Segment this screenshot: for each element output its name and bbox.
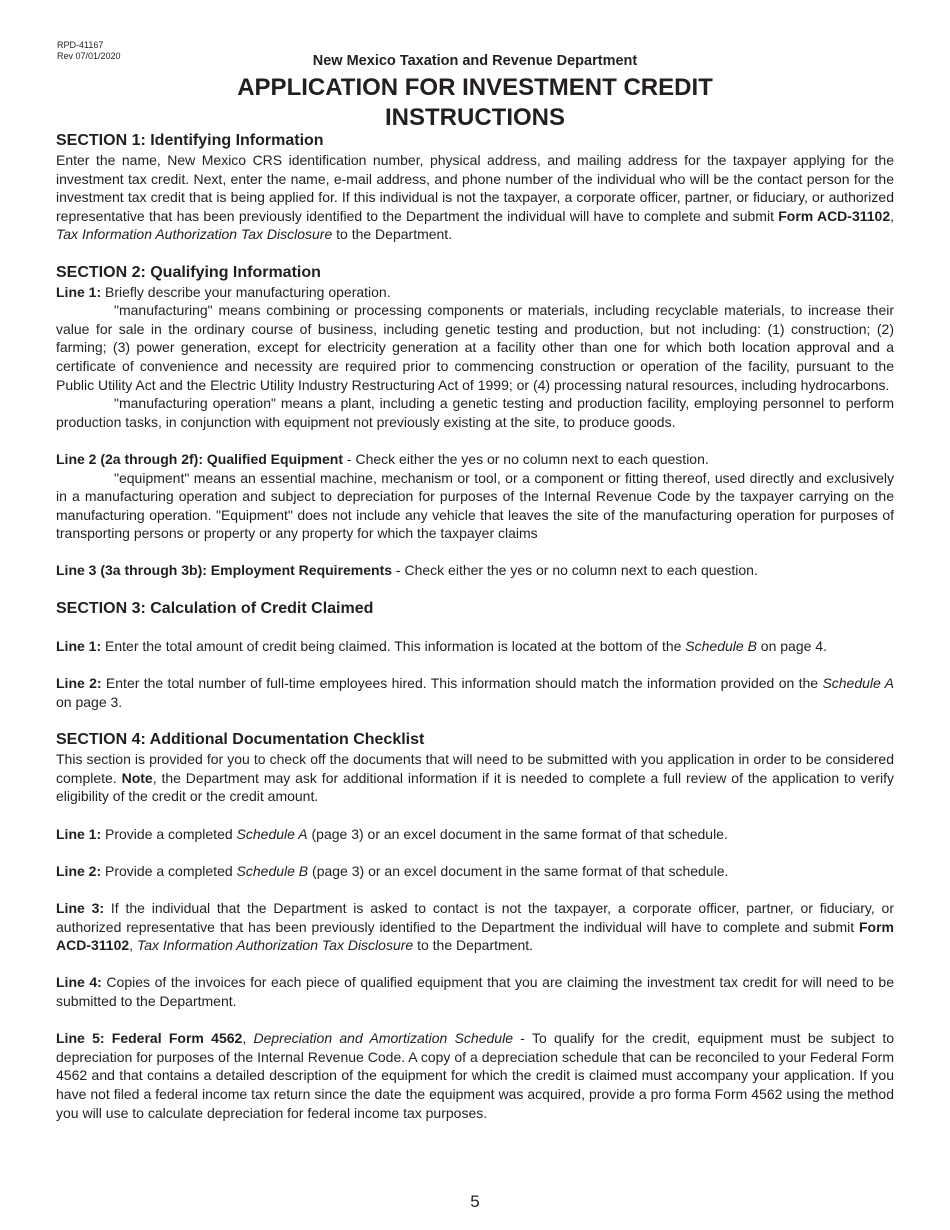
page-number: 5 — [470, 1192, 480, 1211]
instructions-body — [56, 131, 894, 1122]
section-4-line-1: Line 1: Provide a completed Schedule A (page 3) or an excel document in the same format of that schedule. — [56, 825, 728, 842]
title-line-2: INSTRUCTIONS — [385, 104, 565, 131]
section-4-line-4: Line 4: Copies of the invoices for each piece of qualified equipment that you are claiming the investment tax credit for will need to be submitted to the Department. — [56, 974, 894, 1009]
section-4-line-5: Line 5: Federal Form 4562, Depreciation and Amortization Schedule - To qualify for the credit, equipment must be subject to depreciation for purposes of the Internal Revenue Code. A copy of a depreciation schedule that can be reconciled to your Federal Form 4562 and that contains a detailed description of the equipment for which the credit is claimed must accompany your application. If you have not filed a federal income tax return since the date the equipment was acquired, provide a pro forma Form 4562 using the method you will use to calculate depreciation for federal income tax purposes. — [56, 1030, 895, 1121]
form-title: Tax Information Authorization Tax Disclosure — [56, 226, 333, 243]
section-2-line-1: Line 1: Briefly describe your manufacturing operation. — [56, 283, 391, 300]
page-title — [0, 73, 950, 133]
section-4-heading: SECTION 4: Additional Documentation Checklist — [56, 731, 425, 749]
form-revision: Rev 07/01/2020 — [57, 51, 121, 61]
form-number: RPD-41167 — [57, 40, 104, 50]
section-1-heading: SECTION 1: Identifying Information — [56, 132, 324, 149]
section-4-line-2: Line 2: Provide a completed Schedule B (page 3) or an excel document in the same format of that schedule. — [56, 862, 729, 879]
section-4-intro: This section is provided for you to check off the documents that will need to be submitted with you application in order to be considered complete. Note, the Department may ask for additional information if it is needed to complete a full review of the application to verify eligibility of the credit or the credit amount. — [56, 751, 894, 805]
definition-manufacturing-operation: "manufacturing operation" means a plant, including a genetic testing and production facility, employing personnel to perform production tasks, in conjunction with equipment not previously existing at the site, to produce goods. — [56, 395, 894, 430]
section-3-heading: SECTION 3: Calculation of Credit Claimed — [56, 599, 374, 617]
definition-equipment: "equipment" means an essential machine, mechanism or tool, or a component or fitting thereof, used directly and exclusively in a manufacturing operation and subject to depreciation for purposes of the Internal Revenue Code by the taxpayer carrying on the manufacturing operation. "Equipment" does not include any vehicle that leaves the site of the manufacturing operation for purposes of transporting persons or property or any property for which the taxpayer claims — [56, 469, 894, 542]
title-line-1: APPLICATION FOR INVESTMENT CREDIT — [237, 74, 713, 101]
definition-manufacturing: "manufacturing" means combining or processing components or materials, including recyclable materials, to increase their value for sale in the ordinary course of business, including genetic testing and production, but not including: (1) construction; (2) farming; (3) power generation, except for electricity generation at a facility other than one for which both location approval and a certificate of convenience and necessity are required prior to commencing construction or operation of the facility, pursuant to the Public Utility Act and the Electric Utility Industry Restructuring Act of 1999; or (4) processing natural resources, including hydrocarbons. — [56, 302, 894, 393]
section-2-line-3: Line 3 (3a through 3b): Employment Requirements - Check either the yes or no column next to each question. — [56, 562, 758, 579]
section-3-line-1: Line 1: Enter the total amount of credit being claimed. This information is located at the bottom of the Schedule B on page 4. — [56, 638, 827, 655]
section-2-heading: SECTION 2: Qualifying Information — [56, 263, 321, 281]
section-1-text: Enter the name, New Mexico CRS identification number, physical address, and mailing address for the taxpayer applying for the investment tax credit. Next, enter the name, e-mail address, and phone number of the individual who will be the contact person for the investment tax credit that is being applied for. If this individual is not the taxpayer, a corporate officer, partner, or fiduciary, or authorized representative that has been previously identified to the Department the individual will have to complete and submit Form ACD-31102, Tax Information Authorization Tax Disclosure to the Department. — [56, 152, 894, 243]
department-name: New Mexico Taxation and Revenue Department — [312, 53, 638, 69]
form-reference: Form ACD-31102 — [778, 207, 891, 224]
section-4-line-3: Line 3: If the individual that the Department is asked to contact is not the taxpayer, a corporate officer, partner, or fiduciary, or authorized representative that has been previously identified to the Department the individual will have to complete and submit Form ACD-31102, Tax Information Authorization Tax Disclosure to the Department. — [56, 899, 895, 954]
section-3-line-2: Line 2: Enter the total number of full-time employees hired. This information should match the information provided on the Schedule A on page 3. — [56, 675, 894, 711]
section-2-line-2: Line 2 (2a through 2f): Qualified Equipment - Check either the yes or no column next to each question. — [56, 450, 709, 467]
